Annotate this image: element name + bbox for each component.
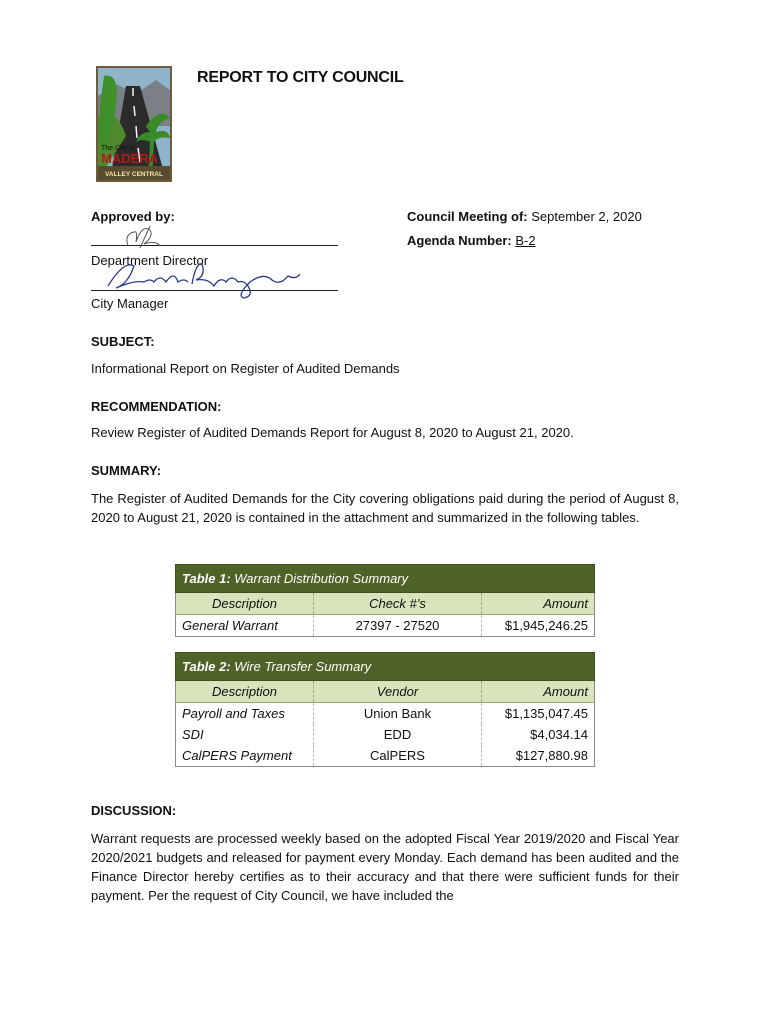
table-header-row xyxy=(176,681,595,703)
meeting-date: September 2, 2020 xyxy=(531,209,642,224)
table2-cell-description: SDI xyxy=(176,724,314,745)
table1-cell-amount: $1,945,246.25 xyxy=(482,615,595,637)
agenda-number: B-2 xyxy=(515,233,536,248)
table1-cell-check: 27397 - 27520 xyxy=(314,615,482,637)
discussion-text: Warrant requests are processed weekly based on the adopted Fiscal Year 2019/2020 and Fiscal Year 2020/2021 budgets and released for payment every Monday. Each demand has been audited and the Finance Director hereby certifies as to their accuracy and that there were sufficient funds for their payment. Per the request of City Council, we have included the xyxy=(91,831,679,903)
table2-header-description: Description xyxy=(176,681,314,703)
approved-by-label: Approved by: xyxy=(91,209,175,224)
warrant-distribution-table xyxy=(175,564,595,637)
summary-heading: SUMMARY: xyxy=(91,463,162,478)
agenda-label: Agenda Number: xyxy=(407,233,512,248)
table2-header-vendor: Vendor xyxy=(314,681,482,703)
meeting-label: Council Meeting of: xyxy=(407,209,528,224)
table2-cell-vendor: CalPERS xyxy=(314,745,482,767)
table1-caption: Table 1: Warrant Distribution Summary xyxy=(176,565,595,593)
table2-cell-vendor: Union Bank xyxy=(314,703,482,725)
table2-cell-amount: $4,034.14 xyxy=(482,724,595,745)
table-row xyxy=(176,615,595,637)
director-signature xyxy=(120,222,170,252)
table2-cell-vendor: EDD xyxy=(314,724,482,745)
department-director-label: Department Director xyxy=(91,253,209,268)
table2-caption: Table 2: Wire Transfer Summary xyxy=(176,653,595,681)
city-logo xyxy=(96,66,172,182)
logo-top-text: The City of xyxy=(101,145,135,152)
table2-cell-amount: $1,135,047.45 xyxy=(482,703,595,725)
summary-text: The Register of Audited Demands for the City covering obligations paid during the period of August 8, 2020 to August 21, 2020 is contained in the attachment and summarized in the following tables. xyxy=(91,491,679,525)
discussion-heading: DISCUSSION: xyxy=(91,803,177,818)
subject-heading: SUBJECT: xyxy=(91,334,155,349)
subject-text: Informational Report on Register of Audited Demands xyxy=(91,361,400,376)
meeting-info xyxy=(407,209,642,224)
page-title: REPORT TO CITY COUNCIL xyxy=(197,69,404,86)
city-manager-label: City Manager xyxy=(91,296,169,311)
wire-transfer-table xyxy=(175,652,595,767)
table2-cell-amount: $127,880.98 xyxy=(482,745,595,767)
logo-tag: VALLEY CENTRAL xyxy=(105,171,163,178)
table1-header-description: Description xyxy=(176,593,314,615)
recommendation-text: Review Register of Audited Demands Report for August 8, 2020 to August 21, 2020. xyxy=(91,425,574,440)
logo-name: MADERA xyxy=(101,151,159,166)
table1-cell-description: General Warrant xyxy=(176,615,314,637)
recommendation-heading: RECOMMENDATION: xyxy=(91,399,222,414)
table-row xyxy=(176,724,595,745)
table1-header-amount: Amount xyxy=(482,593,595,615)
table2-cell-description: CalPERS Payment xyxy=(176,745,314,767)
agenda-info xyxy=(407,233,536,248)
table2-cell-description: Payroll and Taxes xyxy=(176,703,314,725)
table-row xyxy=(176,703,595,725)
table1-header-check: Check #’s xyxy=(314,593,482,615)
table-row xyxy=(176,745,595,767)
table2-header-amount: Amount xyxy=(482,681,595,703)
table-header-row xyxy=(176,593,595,615)
